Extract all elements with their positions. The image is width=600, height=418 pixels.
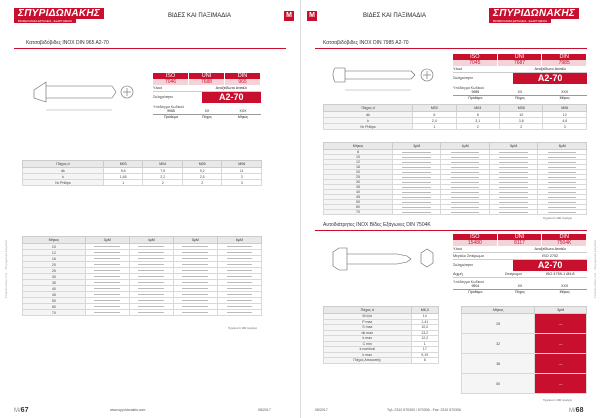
table-row: 20 [23, 262, 262, 268]
placeholder-line [548, 167, 577, 168]
placeholder-line [402, 187, 431, 188]
len-header: 5μΜ [489, 143, 538, 150]
m-badge-icon: M [307, 11, 317, 21]
table-row: 30 [324, 180, 587, 185]
table-row: 25 [324, 175, 587, 180]
placeholder-line [548, 207, 577, 208]
table-row: C min 1 [324, 341, 439, 347]
placeholder-line [451, 192, 480, 193]
brand-tagline: ΒΙΟΜΗΧΑΝΙΚΑ ΕΡΓΑΛΕΙΑ · ΕΞΑΡΤΗΜΑΤΑ [489, 19, 551, 23]
placeholder-line [227, 282, 253, 283]
code-prefix: 9985 [453, 90, 498, 96]
spec-block [153, 73, 261, 120]
spec-number-din: 7985 [542, 60, 587, 66]
placeholder-line [548, 212, 577, 213]
table-row: 30 [23, 274, 262, 280]
spec-number-din: 965 [225, 79, 261, 85]
len-header: Μήκος [462, 307, 535, 314]
length-table [323, 142, 587, 215]
placeholder-line [182, 300, 208, 301]
dim-header: Πάχος d [324, 307, 412, 314]
placeholder-line [227, 270, 253, 271]
code-template-label: Υπόδειγμα Κωδικού [453, 86, 485, 90]
placeholder-line [451, 207, 480, 208]
spec-thread-label: Μεγάλο Σπείρωμα [453, 254, 484, 258]
placeholder-line [402, 202, 431, 203]
spec-number-iso: 15480 [453, 240, 498, 246]
spec-material-label: Υλικό [153, 86, 163, 90]
placeholder-line [94, 306, 120, 307]
section-title: Κατσαβιδόβιδες INOX DIN 965 A2-70 [26, 40, 109, 46]
spec-grade-label: Σκληρότητα [453, 76, 473, 80]
table-row: Nr Philips 1 2 2 3 [23, 180, 262, 186]
len-header: 4μΜ [129, 237, 173, 244]
spec-block [453, 234, 587, 295]
placeholder-line [402, 162, 431, 163]
table-row: 25 [23, 268, 262, 274]
spec-header-din: DIN [542, 54, 587, 60]
placeholder-line [451, 152, 480, 153]
placeholder-line [451, 182, 480, 183]
m-badge-icon: M [284, 11, 294, 21]
screw-drawing-icon [24, 72, 134, 120]
code-length-name: Μήκος [559, 290, 570, 294]
code-thickness: XX [498, 284, 543, 290]
placeholder-line [499, 187, 528, 188]
placeholder-line [402, 207, 431, 208]
placeholder-line [138, 264, 164, 265]
spec-header-iso: ISO [153, 73, 189, 79]
table-row: 20 [324, 170, 587, 175]
table-row: k nominal 17 [324, 347, 439, 353]
table-row: 60 [324, 205, 587, 210]
placeholder-line [451, 212, 480, 213]
table-row: dk max 13,2 [324, 330, 439, 336]
category-title: ΒΙΔΕΣ ΚΑΙ ΠΑΞΙΜΑΔΙΑ [168, 13, 231, 19]
code-length-name: Μήκος [559, 96, 570, 100]
placeholder-line [138, 246, 164, 247]
screw-drawing-icon [325, 60, 435, 96]
placeholder-line [227, 300, 253, 301]
table-row: Nr Philips 1 2 2 3 [324, 124, 587, 130]
placeholder-line [227, 258, 253, 259]
code-prefix-name: Πρόθεμα [468, 290, 483, 294]
placeholder-line [182, 252, 208, 253]
table-row: 70 [23, 310, 262, 316]
spec-number-din: 7504K [542, 240, 587, 246]
code-length: XXX [225, 109, 261, 115]
placeholder-line [94, 294, 120, 295]
table-row: 60 [23, 304, 262, 310]
placeholder-line [451, 157, 480, 158]
placeholder-line [182, 282, 208, 283]
spec-header-uni: UNI [189, 73, 225, 79]
table-row: 25 — [462, 314, 587, 334]
code-thickness-name: Πάχος [515, 96, 525, 100]
placeholder-line [451, 172, 480, 173]
dim-header: M06 [222, 161, 262, 168]
placeholder-line [402, 182, 431, 183]
len-header: 5μΜ [173, 237, 217, 244]
placeholder-line [182, 258, 208, 259]
contact-info: Τηλ: 2310 570300 / 570305 - Fax: 2310 570306 [387, 408, 461, 412]
code-prefix: 9504 [453, 284, 498, 290]
placeholder-line [94, 288, 120, 289]
table-row: 16 [324, 165, 587, 170]
table-row: k max 12,2 [324, 336, 439, 342]
placeholder-line [548, 172, 577, 173]
placeholder-line [94, 264, 120, 265]
len-header: 3μΜ [85, 237, 129, 244]
section-divider [14, 48, 286, 49]
placeholder-line [138, 294, 164, 295]
placeholder-line [94, 312, 120, 313]
placeholder-line [94, 300, 120, 301]
dim-header: Πάχος d [324, 105, 413, 112]
table-row: 10 [324, 155, 587, 160]
spec-grade: A2-70 [513, 73, 587, 84]
placeholder-line [138, 276, 164, 277]
section-title: Αυτοδιάτρητες INOX Βίδες Εξάγωνες DIN 7504K [323, 222, 431, 228]
placeholder-line [548, 187, 577, 188]
placeholder-line [138, 300, 164, 301]
code-thickness: XX [189, 109, 225, 115]
spec-tip-label: Αιχμή [453, 272, 463, 276]
placeholder-line [138, 258, 164, 259]
placeholder-line [499, 167, 528, 168]
box-quantity-note: Τμχ/κουτί 100 τεμάχια [543, 216, 573, 220]
spec-grade: A2-70 [202, 92, 261, 103]
spec-header-iso: ISO [453, 234, 498, 240]
dim-header: Πάχος d [23, 161, 104, 168]
len-header: 4μΜ [441, 143, 490, 150]
spec-block [453, 54, 587, 101]
len-header: 3μΜ [535, 307, 587, 314]
placeholder-line [402, 197, 431, 198]
spec-header-din: DIN [542, 234, 587, 240]
placeholder-line [499, 177, 528, 178]
len-header: Μήκος [324, 143, 393, 150]
table-row: 35 [324, 185, 587, 190]
code-thickness: XX [498, 90, 543, 96]
spec-tip-value: ISO 4759-1 Ø4.8 [545, 272, 575, 276]
placeholder-line [94, 246, 120, 247]
website-link[interactable]: www.spyridonakis.com [110, 408, 146, 412]
placeholder-line [182, 306, 208, 307]
brand-logo: ΣΠΥΡΙΔΩΝΑΚΗΣ [14, 8, 104, 19]
placeholder-line [499, 152, 528, 153]
self-drilling-screw-icon [327, 240, 437, 284]
spec-number-uni: 7687 [498, 60, 543, 66]
placeholder-line [227, 288, 253, 289]
placeholder-line [94, 270, 120, 271]
table-row: P max 1,41 [324, 319, 439, 325]
placeholder-line [548, 192, 577, 193]
placeholder-line [138, 288, 164, 289]
placeholder-line [227, 252, 253, 253]
code-length: XXX [542, 90, 587, 96]
page-number: M/68 [569, 407, 584, 414]
table-row: k 1,65 2,2 2,5 3 [23, 174, 262, 180]
placeholder-line [227, 276, 253, 277]
box-quantity-note: Τμχ/κουτί 100 τεμάχια [228, 326, 258, 330]
placeholder-line [94, 252, 120, 253]
table-row: 50 [324, 200, 587, 205]
dim-header: M6,3 [411, 307, 438, 314]
placeholder-line [402, 192, 431, 193]
spec-material-value: Ανοξείδωτο Ατσάλι [534, 67, 566, 71]
spec-material-value: Ανοξείδωτο Ατσάλι [534, 247, 566, 251]
spec-header-din: DIN [225, 73, 261, 79]
spec-number-uni: 8117 [498, 240, 543, 246]
dimension-table [22, 160, 262, 186]
right-page [300, 0, 600, 418]
table-row: M όλο 14 [324, 314, 439, 320]
code-template-label: Υπόδειγμα Κωδικού [153, 105, 185, 109]
placeholder-line [182, 270, 208, 271]
side-caption: Σπυριδωνάκης Α.Ε. - Βιομηχανικά Εργαλεία [4, 240, 8, 298]
placeholder-line [402, 152, 431, 153]
placeholder-line [182, 276, 208, 277]
table-row: 10 [23, 244, 262, 250]
placeholder-line [548, 152, 577, 153]
table-row: 12 [324, 160, 587, 165]
section-title: Κατσαβιδόβιδες INOX DIN 7985 A2-70 [323, 40, 409, 46]
spec-header-uni: UNI [498, 54, 543, 60]
length-table [22, 236, 262, 316]
spec-number-iso: 7046 [153, 79, 189, 85]
table-row: 12 [23, 250, 262, 256]
page-number: M/67 [14, 407, 29, 414]
dim-header: M04 [143, 161, 183, 168]
spec-tip-thread-label: Σπείρωμα [504, 272, 522, 276]
placeholder-line [182, 246, 208, 247]
placeholder-line [227, 306, 253, 307]
placeholder-line [402, 167, 431, 168]
placeholder-line [451, 187, 480, 188]
placeholder-line [182, 294, 208, 295]
placeholder-line [402, 177, 431, 178]
placeholder-line [499, 162, 528, 163]
code-thickness-name: Πάχος [202, 115, 212, 119]
code-prefix-name: Πρόθεμα [163, 115, 178, 119]
edition-date: 08/2017 [315, 408, 328, 412]
placeholder-line [94, 282, 120, 283]
placeholder-line [499, 197, 528, 198]
placeholder-line [94, 276, 120, 277]
edition-date: 08/2017 [258, 408, 271, 412]
category-title: ΒΙΔΕΣ ΚΑΙ ΠΑΞΙΜΑΔΙΑ [363, 13, 426, 19]
spec-header-uni: UNI [498, 234, 543, 240]
placeholder-line [402, 157, 431, 158]
placeholder-line [451, 177, 480, 178]
table-row: k max 9,19 [324, 352, 439, 358]
table-row: 38 — [462, 354, 587, 374]
code-prefix: 9965 [153, 109, 189, 115]
table-row: 70 [324, 210, 587, 215]
spec-thread-value: ISO 2702 [542, 254, 559, 258]
len-header: 3μΜ [392, 143, 441, 150]
table-row: 32 — [462, 334, 587, 354]
spec-material-label: Υλικό [453, 67, 463, 71]
placeholder-line [182, 288, 208, 289]
brand-logo: ΣΠΥΡΙΔΩΝΑΚΗΣ [489, 8, 579, 19]
dimension-table [323, 306, 439, 364]
table-row: 45 [23, 292, 262, 298]
placeholder-line [227, 264, 253, 265]
placeholder-line [499, 172, 528, 173]
table-row: 40 [23, 286, 262, 292]
placeholder-line [548, 182, 577, 183]
table-row: k 2,4 3,1 3,8 4,6 [324, 118, 587, 124]
spec-material-label: Υλικό [453, 247, 463, 251]
side-caption: Σπυριδωνάκης Α.Ε. - Βιομηχανικά Εργαλεία [593, 240, 597, 298]
spec-grade: A2-70 [513, 260, 587, 271]
table-row: 35 [23, 280, 262, 286]
placeholder-line [548, 202, 577, 203]
dim-header: M03 [103, 161, 143, 168]
placeholder-line [138, 306, 164, 307]
placeholder-line [227, 312, 253, 313]
table-row: 40 [324, 190, 587, 195]
len-header: 6μΜ [217, 237, 261, 244]
table-row: dk 5,6 7,5 9,2 11 [23, 168, 262, 174]
spec-grade-label: Σκληρότητα [153, 95, 173, 99]
spec-number-uni: 7688 [189, 79, 225, 85]
table-row: dk 6 8 10 12 [324, 112, 587, 118]
table-row: 50 [23, 298, 262, 304]
placeholder-line [182, 312, 208, 313]
placeholder-line [227, 294, 253, 295]
length-table [461, 306, 587, 394]
table-row: 50 — [462, 374, 587, 394]
dim-header: M05 [182, 161, 222, 168]
code-prefix-name: Πρόθεμα [468, 96, 483, 100]
spec-header-iso: ISO [453, 54, 498, 60]
placeholder-line [499, 212, 528, 213]
placeholder-line [182, 264, 208, 265]
placeholder-line [548, 157, 577, 158]
placeholder-line [499, 192, 528, 193]
placeholder-line [138, 270, 164, 271]
dim-header: M05 [500, 105, 543, 112]
len-header: Μήκος [23, 237, 86, 244]
placeholder-line [499, 182, 528, 183]
placeholder-line [451, 197, 480, 198]
table-row: 45 [324, 195, 587, 200]
placeholder-line [499, 207, 528, 208]
placeholder-line [548, 197, 577, 198]
spec-material-value: Ανοξείδωτο Ατσάλι [215, 86, 247, 90]
len-header: 6μΜ [538, 143, 587, 150]
table-row: S max 10,0 [324, 325, 439, 331]
code-template-label: Υπόδειγμα Κωδικού [453, 280, 485, 284]
placeholder-line [548, 177, 577, 178]
placeholder-line [94, 258, 120, 259]
dim-header: M04 [456, 105, 499, 112]
dim-header: M03 [413, 105, 456, 112]
section-divider [315, 48, 587, 49]
box-quantity-note: Τμχ/κουτί 100 τεμάχια [543, 398, 573, 402]
dim-header: M06 [543, 105, 587, 112]
placeholder-line [499, 157, 528, 158]
brand-tagline: ΒΙΟΜΗΧΑΝΙΚΑ ΕΡΓΑΛΕΙΑ · ΕΞΑΡΤΗΜΑΤΑ [14, 19, 76, 23]
code-length-name: Μήκος [237, 115, 249, 119]
placeholder-line [227, 246, 253, 247]
placeholder-line [499, 202, 528, 203]
dimension-table [323, 104, 587, 130]
placeholder-line [451, 202, 480, 203]
code-length: XXX [542, 284, 587, 290]
code-thickness-name: Πάχος [515, 290, 525, 294]
placeholder-line [402, 212, 431, 213]
placeholder-line [451, 167, 480, 168]
placeholder-line [451, 162, 480, 163]
spec-grade-label: Σκληρότητα [453, 263, 473, 267]
table-row: 16 [23, 256, 262, 262]
placeholder-line [138, 252, 164, 253]
table-row: Πάχος Αποκοπής 6 [324, 358, 439, 364]
placeholder-line [138, 282, 164, 283]
spec-number-iso: 7045 [453, 60, 498, 66]
placeholder-line [402, 172, 431, 173]
table-row: 8 [324, 150, 587, 155]
section-divider [315, 230, 587, 231]
placeholder-line [138, 312, 164, 313]
placeholder-line [548, 162, 577, 163]
